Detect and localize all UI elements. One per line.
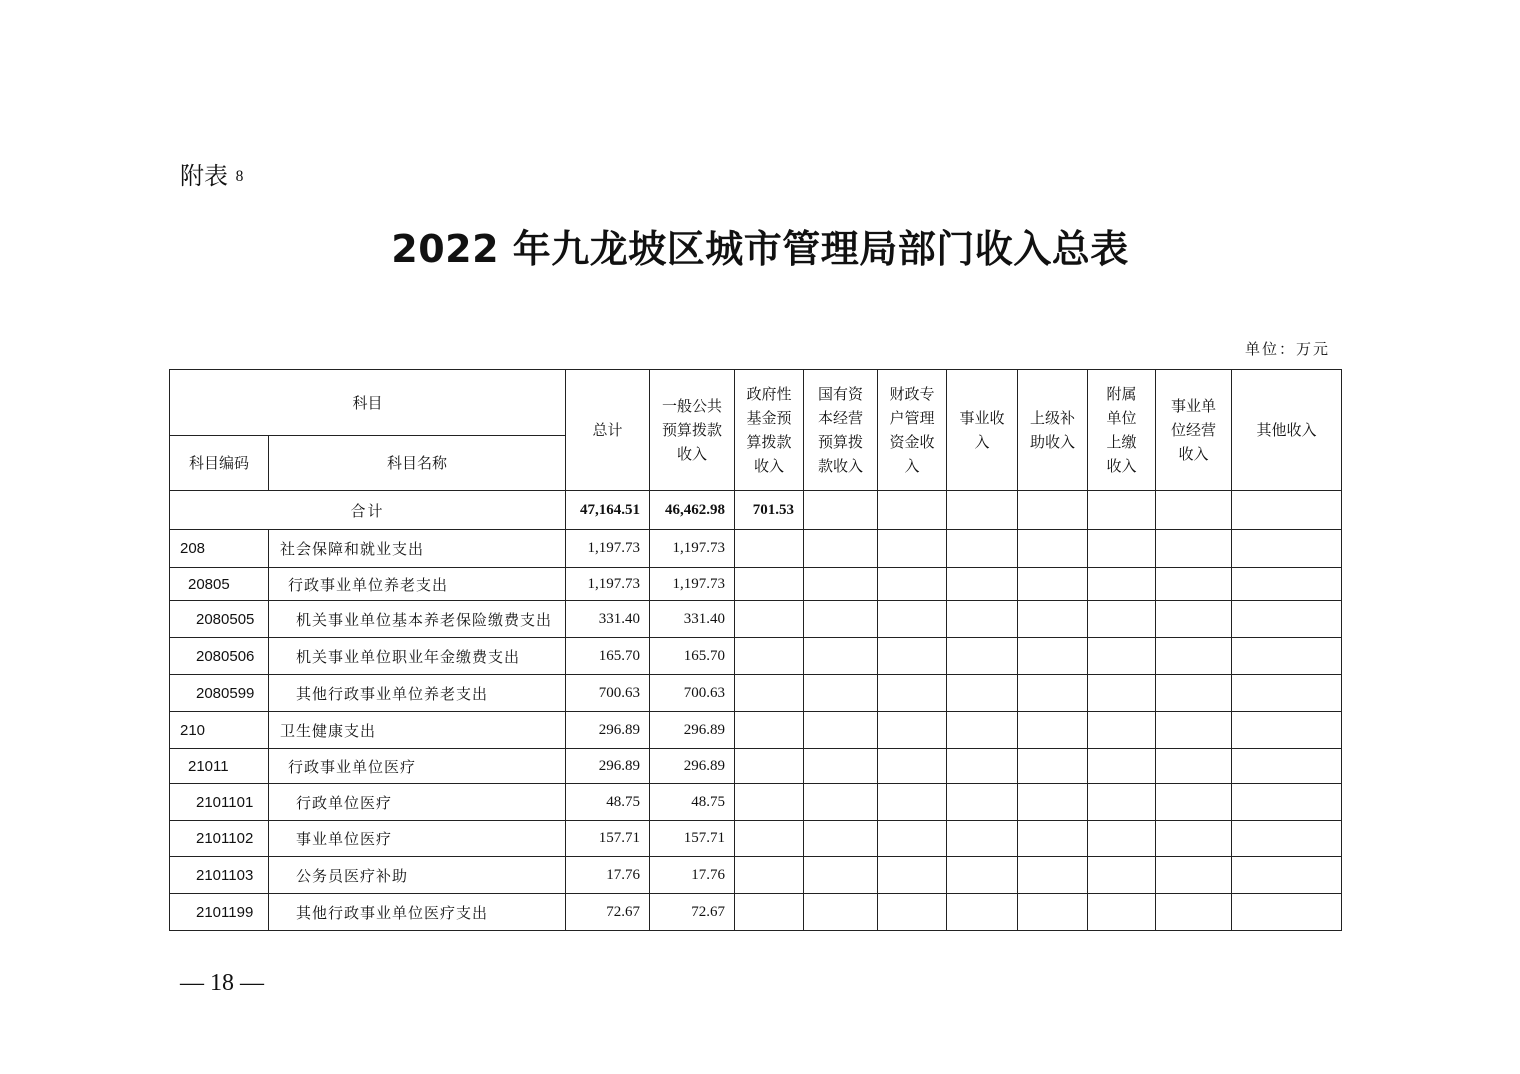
header-col-6: 上级补 助收入 [1018, 370, 1088, 491]
table-row [170, 784, 1342, 821]
value-cell: 17.76 [566, 857, 650, 894]
header-subject: 科目 [170, 370, 566, 436]
value-cell [1232, 894, 1342, 931]
total-cell [1156, 491, 1232, 530]
subject-name: 机关事业单位职业年金缴费支出 [269, 638, 566, 675]
total-cell [878, 491, 947, 530]
table-row [170, 601, 1342, 638]
value-cell [947, 857, 1018, 894]
value-cell [1232, 712, 1342, 749]
total-cell [1088, 491, 1156, 530]
value-cell [1088, 638, 1156, 675]
value-cell [1088, 784, 1156, 821]
value-cell [1156, 821, 1232, 857]
header-col-2: 政府性 基金预 算拨款 收入 [735, 370, 804, 491]
subject-code: 2080599 [170, 675, 269, 712]
value-cell [947, 894, 1018, 931]
value-cell [1018, 601, 1088, 638]
page-title: 2022 年九龙坡区城市管理局部门收入总表 [391, 227, 1129, 271]
value-cell [1018, 749, 1088, 784]
value-cell: 48.75 [650, 784, 735, 821]
subject-name: 事业单位医疗 [269, 821, 566, 857]
value-cell: 296.89 [566, 749, 650, 784]
table-row [170, 821, 1342, 857]
value-cell [1232, 568, 1342, 601]
value-cell [1018, 857, 1088, 894]
value-cell [1088, 712, 1156, 749]
value-cell: 331.40 [566, 601, 650, 638]
subject-name: 行政单位医疗 [269, 784, 566, 821]
value-cell [1088, 530, 1156, 568]
value-cell [1156, 530, 1232, 568]
total-cell [947, 491, 1018, 530]
value-cell: 48.75 [566, 784, 650, 821]
subject-name: 其他行政事业单位养老支出 [269, 675, 566, 712]
value-cell [804, 821, 878, 857]
total-cell: 701.53 [735, 491, 804, 530]
subject-code: 2080505 [170, 601, 269, 638]
value-cell [878, 784, 947, 821]
value-cell [1018, 568, 1088, 601]
value-cell [1018, 821, 1088, 857]
value-cell [878, 857, 947, 894]
header-row-1 [170, 370, 1342, 436]
value-cell: 165.70 [566, 638, 650, 675]
value-cell: 296.89 [566, 712, 650, 749]
subject-code: 20805 [170, 568, 269, 601]
value-cell [1088, 749, 1156, 784]
value-cell [878, 749, 947, 784]
value-cell [735, 675, 804, 712]
table-row [170, 638, 1342, 675]
header-col-9: 其他收入 [1232, 370, 1342, 491]
table-row [170, 568, 1342, 601]
page-number: — 18 — [180, 970, 264, 996]
value-cell [1156, 894, 1232, 931]
header-col-3: 国有资 本经营 预算拨 款收入 [804, 370, 878, 491]
value-cell [735, 821, 804, 857]
value-cell [1232, 857, 1342, 894]
value-cell [947, 568, 1018, 601]
header-name: 科目名称 [269, 436, 566, 491]
subject-code: 2101103 [170, 857, 269, 894]
value-cell [1156, 749, 1232, 784]
subject-name: 行政事业单位养老支出 [269, 568, 566, 601]
value-cell: 157.71 [650, 821, 735, 857]
value-cell [804, 568, 878, 601]
value-cell [1156, 568, 1232, 601]
value-cell [878, 821, 947, 857]
value-cell [735, 601, 804, 638]
value-cell: 1,197.73 [566, 530, 650, 568]
value-cell [804, 601, 878, 638]
value-cell [1232, 675, 1342, 712]
value-cell [947, 712, 1018, 749]
value-cell [804, 638, 878, 675]
total-cell: 47,164.51 [566, 491, 650, 530]
value-cell: 157.71 [566, 821, 650, 857]
subject-code: 208 [170, 530, 269, 568]
value-cell [947, 530, 1018, 568]
value-cell [1018, 784, 1088, 821]
subject-name: 公务员医疗补助 [269, 857, 566, 894]
value-cell [804, 749, 878, 784]
value-cell [1232, 749, 1342, 784]
value-cell [1156, 712, 1232, 749]
value-cell: 165.70 [650, 638, 735, 675]
value-cell [947, 601, 1018, 638]
value-cell: 700.63 [566, 675, 650, 712]
subject-code: 2101101 [170, 784, 269, 821]
value-cell [1088, 821, 1156, 857]
value-cell [947, 675, 1018, 712]
total-label: 合计 [170, 491, 566, 530]
value-cell [804, 675, 878, 712]
value-cell: 72.67 [650, 894, 735, 931]
header-col-1: 一般公共 预算拨款 收入 [650, 370, 735, 491]
value-cell [804, 784, 878, 821]
value-cell [804, 894, 878, 931]
value-cell [1088, 601, 1156, 638]
subject-name: 机关事业单位基本养老保险缴费支出 [269, 601, 566, 638]
subject-name: 社会保障和就业支出 [269, 530, 566, 568]
table-row [170, 712, 1342, 749]
appendix-label [180, 156, 252, 191]
value-cell [1232, 530, 1342, 568]
value-cell: 1,197.73 [650, 530, 735, 568]
value-cell: 331.40 [650, 601, 735, 638]
table-row [170, 894, 1342, 931]
total-cell [1232, 491, 1342, 530]
header-code: 科目编码 [170, 436, 269, 491]
subject-code: 21011 [170, 749, 269, 784]
value-cell [947, 749, 1018, 784]
header-col-4: 财政专 户管理 资金收 入 [878, 370, 947, 491]
value-cell [804, 530, 878, 568]
value-cell [878, 530, 947, 568]
value-cell: 700.63 [650, 675, 735, 712]
value-cell [804, 857, 878, 894]
value-cell [735, 749, 804, 784]
appendix-text: 附表 [180, 162, 228, 190]
value-cell [947, 821, 1018, 857]
value-cell [735, 712, 804, 749]
value-cell [878, 638, 947, 675]
value-cell [1156, 601, 1232, 638]
table-row [170, 530, 1342, 568]
subject-name: 其他行政事业单位医疗支出 [269, 894, 566, 931]
value-cell [735, 894, 804, 931]
value-cell [1018, 638, 1088, 675]
value-cell [1088, 568, 1156, 601]
table-row [170, 749, 1342, 784]
value-cell [804, 712, 878, 749]
value-cell [878, 601, 947, 638]
value-cell: 17.76 [650, 857, 735, 894]
header-col-8: 事业单 位经营 收入 [1156, 370, 1232, 491]
value-cell [1088, 857, 1156, 894]
value-cell [878, 568, 947, 601]
value-cell [1156, 675, 1232, 712]
income-table [169, 369, 1342, 931]
total-cell [804, 491, 878, 530]
value-cell [878, 675, 947, 712]
header-col-7: 附属 单位 上缴 收入 [1088, 370, 1156, 491]
value-cell [1088, 894, 1156, 931]
subject-name: 行政事业单位医疗 [269, 749, 566, 784]
value-cell [735, 568, 804, 601]
total-row [170, 491, 1342, 530]
value-cell: 1,197.73 [650, 568, 735, 601]
value-cell: 296.89 [650, 749, 735, 784]
value-cell [1018, 712, 1088, 749]
value-cell [735, 530, 804, 568]
subject-code: 2101102 [170, 821, 269, 857]
value-cell [947, 638, 1018, 675]
subject-code: 210 [170, 712, 269, 749]
value-cell [1018, 894, 1088, 931]
table-row [170, 857, 1342, 894]
value-cell: 72.67 [566, 894, 650, 931]
unit-label: 单位：万元 [1244, 340, 1330, 358]
value-cell [1156, 857, 1232, 894]
subject-name: 卫生健康支出 [269, 712, 566, 749]
value-cell [735, 638, 804, 675]
value-cell [947, 784, 1018, 821]
value-cell [1232, 821, 1342, 857]
total-cell: 46,462.98 [650, 491, 735, 530]
value-cell [1018, 675, 1088, 712]
value-cell [1156, 784, 1232, 821]
value-cell: 296.89 [650, 712, 735, 749]
value-cell [1156, 638, 1232, 675]
value-cell [735, 784, 804, 821]
table-row [170, 675, 1342, 712]
value-cell [1232, 784, 1342, 821]
appendix-number: 8 [235, 168, 244, 185]
value-cell [1232, 638, 1342, 675]
value-cell [1088, 675, 1156, 712]
header-col-0: 总计 [566, 370, 650, 491]
value-cell [1232, 601, 1342, 638]
subject-code: 2080506 [170, 638, 269, 675]
value-cell [878, 712, 947, 749]
header-col-5: 事业收 入 [947, 370, 1018, 491]
value-cell [878, 894, 947, 931]
value-cell: 1,197.73 [566, 568, 650, 601]
subject-code: 2101199 [170, 894, 269, 931]
total-cell [1018, 491, 1088, 530]
value-cell [1018, 530, 1088, 568]
value-cell [735, 857, 804, 894]
